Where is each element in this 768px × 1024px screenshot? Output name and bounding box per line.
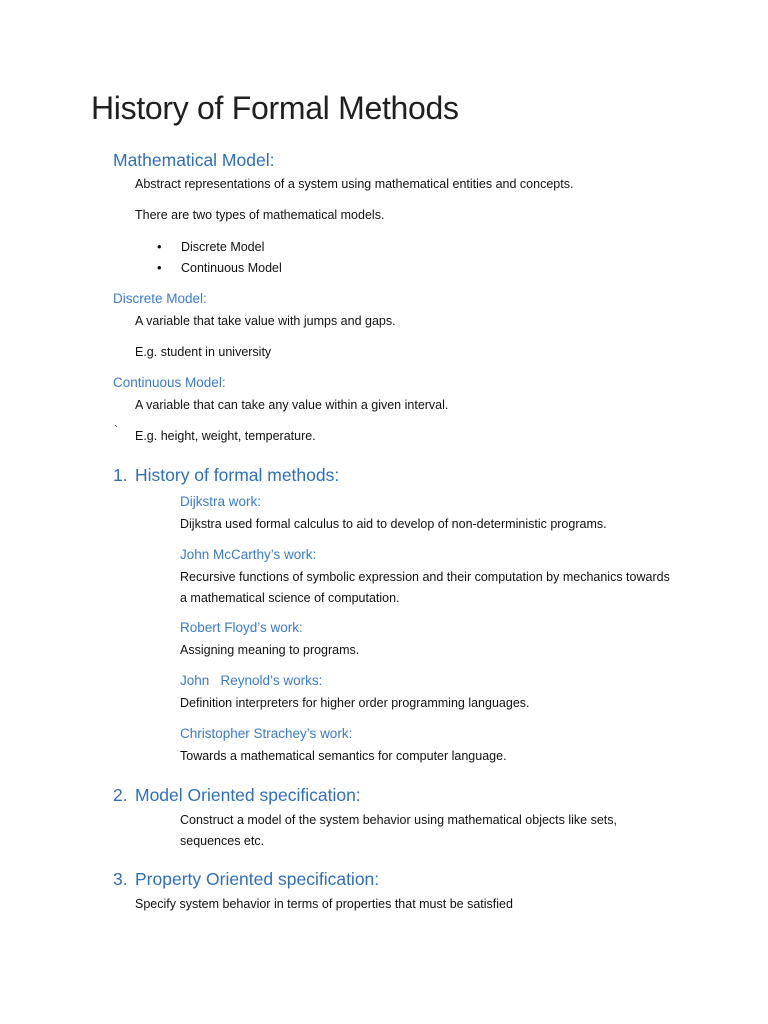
item-heading-strachey: Christopher Strachey’s work: <box>180 726 353 741</box>
item-text-strachey: Towards a mathematical semantics for computer language. <box>180 749 507 763</box>
item-text-dijkstra: Dijkstra used formal calculus to aid to develop of non-deterministic programs. <box>180 517 607 531</box>
section-number: 1. <box>113 465 128 485</box>
continuous-model-heading: Continuous Model: <box>113 375 226 390</box>
bullet-marker: • <box>157 260 162 275</box>
item-heading-reynolds: John Reynold’s works: <box>180 673 323 688</box>
discrete-model-definition: A variable that take value with jumps and gaps. <box>135 314 396 328</box>
bullet-marker: • <box>157 239 162 254</box>
mathematical-model-heading: Mathematical Model: <box>113 150 275 170</box>
discrete-model-example: E.g. student in university <box>135 345 272 359</box>
list-item-continuous-model: Continuous Model <box>181 261 282 275</box>
section-number: 3. <box>113 869 128 889</box>
item-text-floyd: Assigning meaning to programs. <box>180 643 360 657</box>
item-text-mccarthy: Recursive functions of symbolic expression and their computation by mechanics towards a mathematical science of computation. <box>180 570 670 605</box>
stray-mark: ` <box>114 423 118 437</box>
mathematical-model-types-intro: There are two types of mathematical models. <box>135 208 385 222</box>
item-heading-floyd: Robert Floyd’s work: <box>180 620 303 635</box>
section-text-property-oriented: Specify system behavior in terms of properties that must be satisfied <box>135 897 513 911</box>
section-heading-history: History of formal methods: <box>135 465 340 485</box>
item-heading-dijkstra: Dijkstra work: <box>180 494 262 509</box>
item-heading-mccarthy: John McCarthy’s work: <box>180 547 317 562</box>
section-number: 2. <box>113 785 128 805</box>
discrete-model-heading: Discrete Model: <box>113 291 207 306</box>
mathematical-model-definition: Abstract representations of a system using mathematical entities and concepts. <box>135 177 574 191</box>
continuous-model-definition: A variable that can take any value within a given interval. <box>135 398 449 412</box>
list-item-discrete-model: Discrete Model <box>181 240 265 254</box>
document-title: History of Formal Methods <box>91 90 459 126</box>
continuous-model-example: E.g. height, weight, temperature. <box>135 429 316 443</box>
item-text-reynolds: Definition interpreters for higher order programming languages. <box>180 696 530 710</box>
section-heading-property-oriented: Property Oriented specification: <box>135 869 380 889</box>
section-text-model-oriented: Construct a model of the system behavior using mathematical objects like sets, sequences etc. <box>180 813 618 848</box>
section-heading-model-oriented: Model Oriented specification: <box>135 785 361 805</box>
